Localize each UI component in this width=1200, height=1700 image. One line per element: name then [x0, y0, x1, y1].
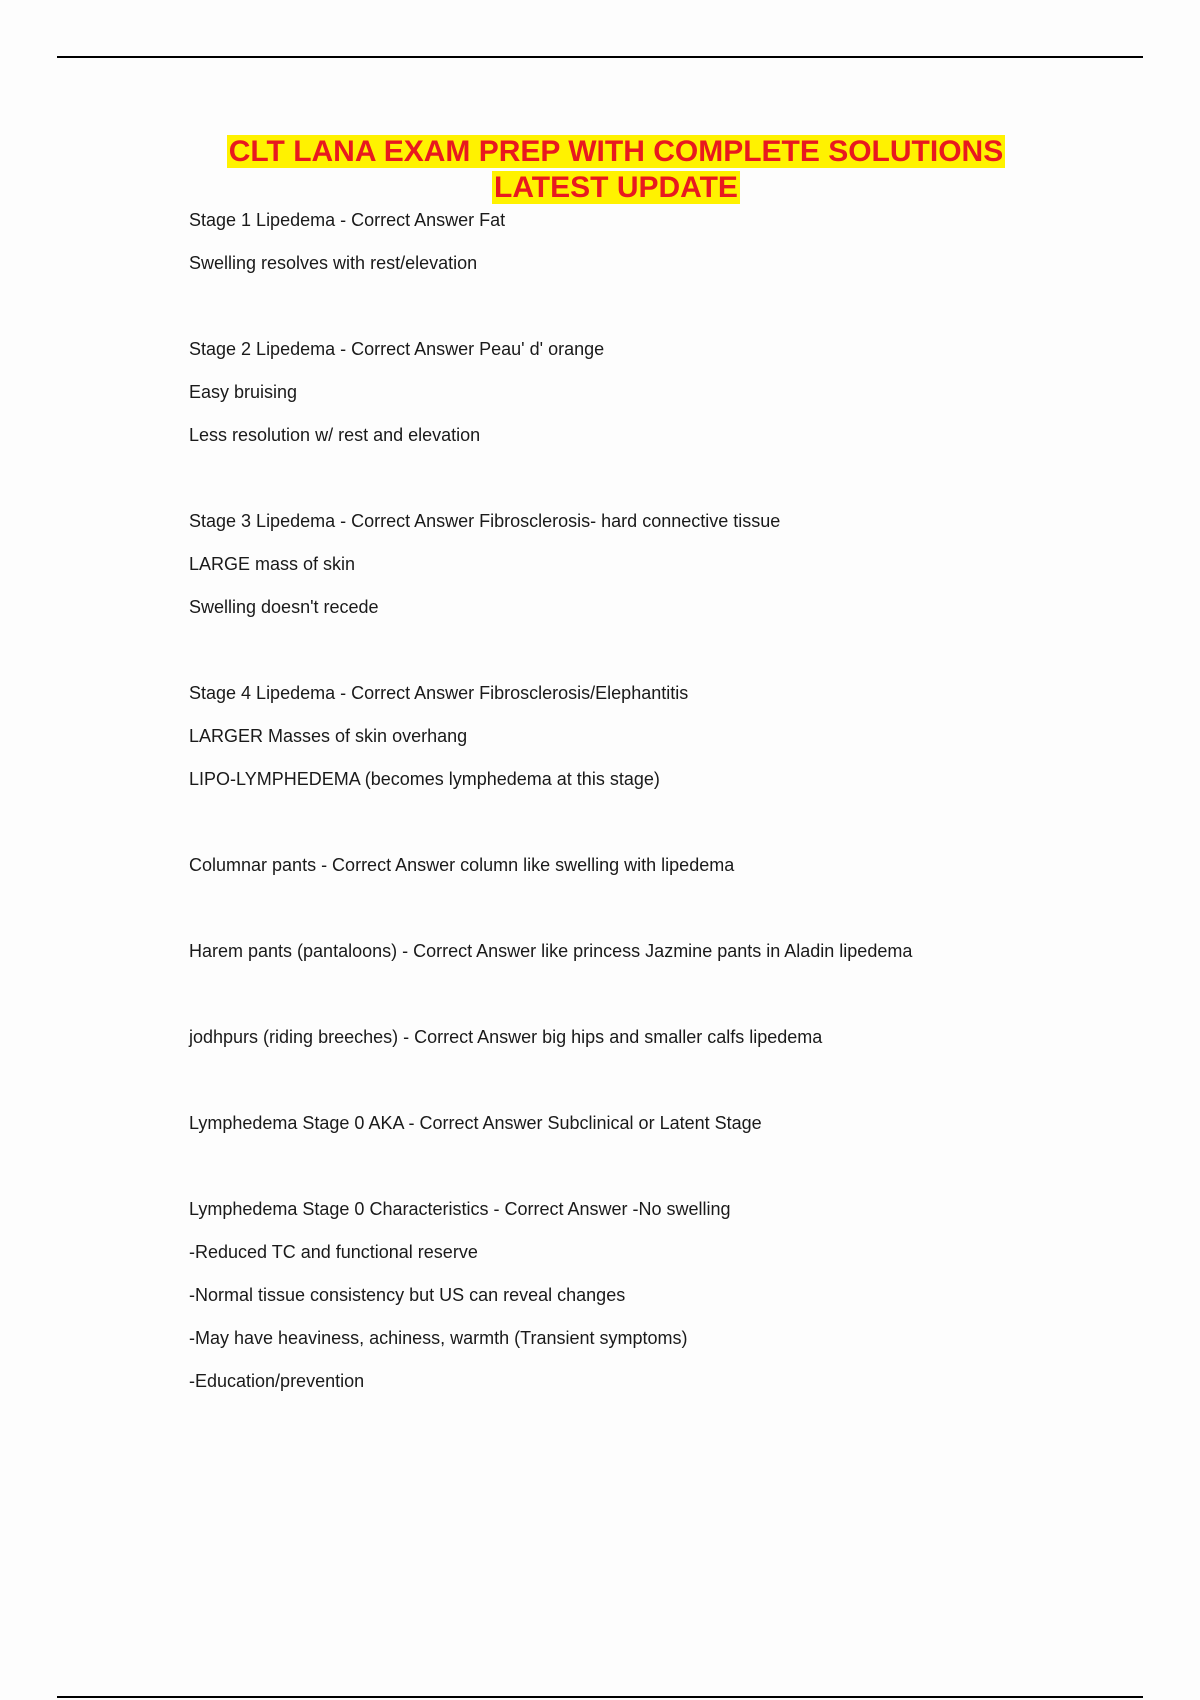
entry-line: Lymphedema Stage 0 Characteristics - Correct Answer -No swelling [189, 1199, 731, 1219]
entry-line: Less resolution w/ rest and elevation [189, 425, 481, 445]
entry-line: Stage 3 Lipedema - Correct Answer Fibrosclerosis- hard connective tissue [189, 511, 781, 531]
qa-entry [189, 939, 1149, 982]
entry-line: -Normal tissue consistency but US can reveal changes [189, 1285, 626, 1305]
document-title [0, 134, 1200, 206]
qa-entry [189, 1111, 1149, 1154]
qa-entry [189, 1197, 1149, 1412]
entry-line: -May have heaviness, achiness, warmth (Transient symptoms) [189, 1328, 688, 1348]
qa-entry [189, 509, 1149, 638]
top-rule [57, 56, 1143, 58]
entry-line: Stage 4 Lipedema - Correct Answer Fibrosclerosis/Elephantitis [189, 683, 689, 703]
title-line-1: CLT LANA EXAM PREP WITH COMPLETE SOLUTIONS [228, 135, 1004, 168]
entry-line: Easy bruising [189, 382, 298, 402]
entry-line: -Reduced TC and functional reserve [189, 1242, 478, 1262]
entry-line: Stage 1 Lipedema - Correct Answer Fat [189, 210, 506, 230]
entry-line: -Education/prevention [189, 1371, 365, 1391]
entry-line: Harem pants (pantaloons) - Correct Answer like princess Jazmine pants in Aladin lipedema [189, 941, 913, 961]
bottom-rule [57, 1696, 1143, 1698]
entry-line: jodhpurs (riding breeches) - Correct Answer big hips and smaller calfs lipedema [189, 1027, 823, 1047]
qa-entry [189, 681, 1149, 810]
entry-line: LIPO-LYMPHEDEMA (becomes lymphedema at this stage) [189, 769, 660, 789]
qa-entry [189, 208, 1149, 294]
entry-line: LARGE mass of skin [189, 554, 356, 574]
qa-entry [189, 337, 1149, 466]
qa-entry [189, 853, 1149, 896]
entry-line: Swelling resolves with rest/elevation [189, 253, 478, 273]
qa-entry [189, 1025, 1149, 1068]
entry-line: Stage 2 Lipedema - Correct Answer Peau' d' orange [189, 339, 605, 359]
title-line-2: LATEST UPDATE [494, 171, 738, 204]
document-body [189, 208, 1149, 1455]
entry-line: Swelling doesn't recede [189, 597, 379, 617]
entry-line: Lymphedema Stage 0 AKA - Correct Answer Subclinical or Latent Stage [189, 1113, 762, 1133]
entry-line: Columnar pants - Correct Answer column like swelling with lipedema [189, 855, 735, 875]
entry-line: LARGER Masses of skin overhang [189, 726, 468, 746]
